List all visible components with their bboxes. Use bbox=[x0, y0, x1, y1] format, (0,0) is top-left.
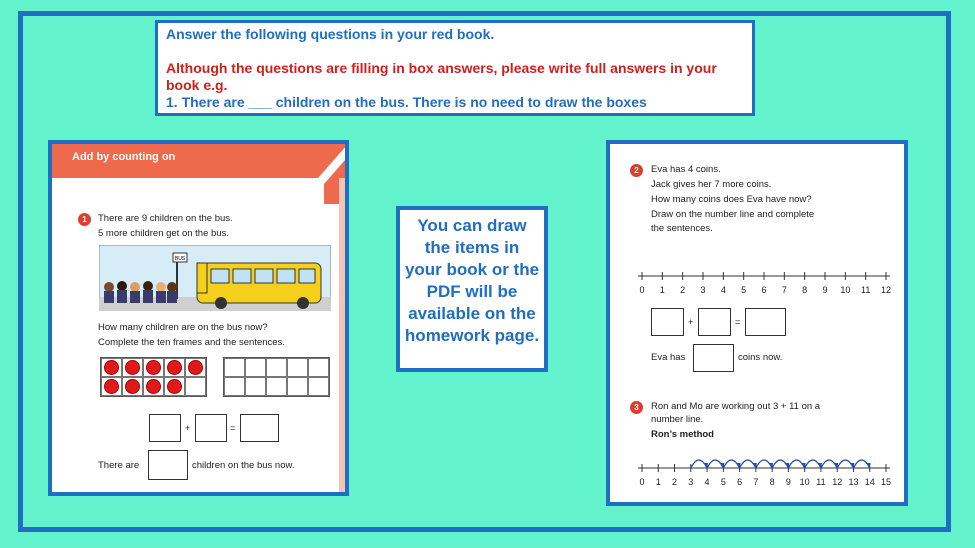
question-1-text-3: How many children are on the bus now? bbox=[98, 322, 268, 333]
answer-box[interactable] bbox=[148, 450, 188, 480]
number-line-label: 9 bbox=[785, 477, 791, 487]
number-line-label: 0 bbox=[639, 285, 645, 295]
instruction-line-3: 1. There are ___ children on the bus. There is no need to draw the boxes bbox=[166, 94, 647, 110]
counter-dot bbox=[125, 360, 140, 375]
number-line-label: 5 bbox=[720, 477, 726, 487]
jump-arc bbox=[772, 460, 788, 468]
number-line-label: 2 bbox=[680, 285, 686, 295]
question-2-text-3: How many coins does Eva have now? bbox=[651, 194, 812, 205]
number-line-label: 4 bbox=[704, 477, 710, 487]
equals-sign: = bbox=[230, 423, 236, 433]
number-line-label: 7 bbox=[753, 477, 759, 487]
jump-arc bbox=[756, 460, 772, 468]
question-3-text-1: Ron and Mo are working out 3 + 11 on a bbox=[651, 401, 821, 412]
instruction-line-2: Although the questions are filling in box answers, please write full answers in your book e.g. bbox=[166, 60, 717, 93]
number-line-label: 12 bbox=[880, 285, 892, 295]
worksheet-page-right bbox=[606, 140, 908, 506]
equals-sign-2: = bbox=[735, 317, 741, 327]
ten-frame-1-cell[interactable] bbox=[185, 377, 206, 396]
number-line-0-to-12[interactable] bbox=[634, 268, 896, 298]
number-line-label: 8 bbox=[802, 285, 808, 295]
number-line-label: 3 bbox=[688, 477, 694, 487]
number-line-label: 10 bbox=[799, 477, 810, 487]
ten-frame-2-cell[interactable] bbox=[266, 377, 287, 396]
ten-frame-1-cell[interactable] bbox=[101, 358, 122, 377]
jump-arc bbox=[740, 460, 756, 468]
question-1-text-2: 5 more children get on the bus. bbox=[98, 228, 229, 239]
question-number-2: 2 bbox=[630, 164, 643, 177]
bus-illustration bbox=[99, 245, 331, 311]
number-line-label: 14 bbox=[864, 477, 875, 487]
question-2-text-5: the sentences. bbox=[651, 223, 713, 234]
ten-frame-1[interactable] bbox=[100, 357, 207, 397]
rons-method-label: Ron’s method bbox=[651, 429, 714, 440]
question-number-1: 1 bbox=[78, 213, 91, 226]
jump-arc bbox=[837, 460, 853, 468]
number-line-label: 6 bbox=[761, 285, 767, 295]
number-line-label: 11 bbox=[860, 285, 871, 295]
number-line-label: 9 bbox=[822, 285, 828, 295]
number-line-label: 3 bbox=[700, 285, 706, 295]
number-line-label: 13 bbox=[848, 477, 859, 487]
jump-arc bbox=[788, 460, 804, 468]
sentence-start: There are bbox=[98, 460, 140, 471]
number-line-label: 5 bbox=[741, 285, 747, 295]
addend-box-1[interactable] bbox=[149, 414, 181, 442]
sentence-end: children on the bus now. bbox=[192, 460, 295, 471]
ten-frame-2-cell[interactable] bbox=[308, 377, 329, 396]
question-2-text-2: Jack gives her 7 more coins. bbox=[651, 179, 772, 190]
number-line-label: 0 bbox=[639, 477, 645, 487]
number-line-label: 12 bbox=[832, 477, 843, 487]
counter-dot bbox=[104, 379, 119, 394]
bus-shape bbox=[197, 263, 321, 309]
plus-sign: + bbox=[185, 423, 191, 433]
jump-arc bbox=[723, 460, 739, 468]
page-edge bbox=[339, 178, 345, 496]
bus-stop-sign-text: BUS bbox=[174, 256, 186, 262]
eva-sentence-start: Eva has bbox=[651, 352, 686, 363]
ten-frame-2-cell[interactable] bbox=[266, 358, 287, 377]
instruction-line-1: Answer the following questions in your red book. bbox=[166, 26, 495, 42]
question-2-text-1: Eva has 4 coins. bbox=[651, 164, 721, 175]
eva-coins-box[interactable] bbox=[693, 344, 734, 372]
ten-frame-1-cell[interactable] bbox=[143, 358, 164, 377]
number-line-label: 11 bbox=[816, 477, 826, 487]
number-line-label: 15 bbox=[880, 477, 892, 487]
counter-dot bbox=[104, 360, 119, 375]
worksheet-page-left bbox=[48, 140, 349, 496]
question-1-text-4: Complete the ten frames and the sentences. bbox=[98, 337, 285, 348]
counter-dot bbox=[146, 379, 161, 394]
jump-arc bbox=[707, 460, 723, 468]
jump-arc bbox=[853, 460, 869, 468]
ten-frame-1-cell[interactable] bbox=[101, 377, 122, 396]
ten-frame-2-cell[interactable] bbox=[287, 358, 308, 377]
question-3-text-2: number line. bbox=[651, 414, 704, 425]
number-line-0-to-15-with-jumps bbox=[634, 446, 896, 490]
question-number-3: 3 bbox=[630, 401, 643, 414]
number-line-label: 4 bbox=[720, 285, 726, 295]
number-line-label: 2 bbox=[672, 477, 678, 487]
number-line-label: 8 bbox=[769, 477, 775, 487]
lesson-banner: Add by counting on bbox=[52, 144, 318, 178]
ten-frame-2-cell[interactable] bbox=[308, 358, 329, 377]
coins-addend-box-2[interactable] bbox=[698, 308, 731, 336]
ten-frame-1-cell[interactable] bbox=[122, 377, 143, 396]
addend-box-2[interactable] bbox=[195, 414, 227, 442]
plus-sign-2: + bbox=[688, 317, 694, 327]
counter-dot bbox=[125, 379, 140, 394]
homework-note: You can draw the items in your book or the PDF will be available on the homework page. bbox=[396, 206, 548, 372]
ten-frame-1-cell[interactable] bbox=[143, 377, 164, 396]
ten-frame-2-cell[interactable] bbox=[224, 358, 245, 377]
ten-frame-2[interactable] bbox=[223, 357, 330, 397]
ten-frame-1-cell[interactable] bbox=[164, 377, 185, 396]
number-line-label: 6 bbox=[737, 477, 743, 487]
number-line-label: 1 bbox=[655, 477, 661, 487]
ten-frame-2-cell[interactable] bbox=[245, 358, 266, 377]
number-line-label: 7 bbox=[781, 285, 787, 295]
counter-dot bbox=[188, 360, 203, 375]
ten-frame-1-cell[interactable] bbox=[185, 358, 206, 377]
jump-arc bbox=[691, 460, 707, 468]
jump-arc bbox=[821, 460, 837, 468]
coins-sum-box[interactable] bbox=[745, 308, 786, 336]
counter-dot bbox=[146, 360, 161, 375]
ten-frame-2-cell[interactable] bbox=[287, 377, 308, 396]
question-1-text-1: There are 9 children on the bus. bbox=[98, 213, 233, 224]
ten-frame-1-cell[interactable] bbox=[164, 358, 185, 377]
counter-dot bbox=[167, 379, 182, 394]
counter-dot bbox=[167, 360, 182, 375]
ten-frame-2-cell[interactable] bbox=[224, 377, 245, 396]
question-2-text-4: Draw on the number line and complete bbox=[651, 209, 815, 220]
sum-box[interactable] bbox=[240, 414, 279, 442]
eva-sentence-end: coins now. bbox=[738, 352, 783, 363]
number-line-label: 10 bbox=[840, 285, 851, 295]
jump-arc bbox=[805, 460, 821, 468]
coins-addend-box-1[interactable] bbox=[651, 308, 684, 336]
ten-frame-1-cell[interactable] bbox=[122, 358, 143, 377]
ten-frame-2-cell[interactable] bbox=[245, 377, 266, 396]
instructions-box bbox=[155, 20, 755, 116]
number-line-label: 1 bbox=[659, 285, 665, 295]
